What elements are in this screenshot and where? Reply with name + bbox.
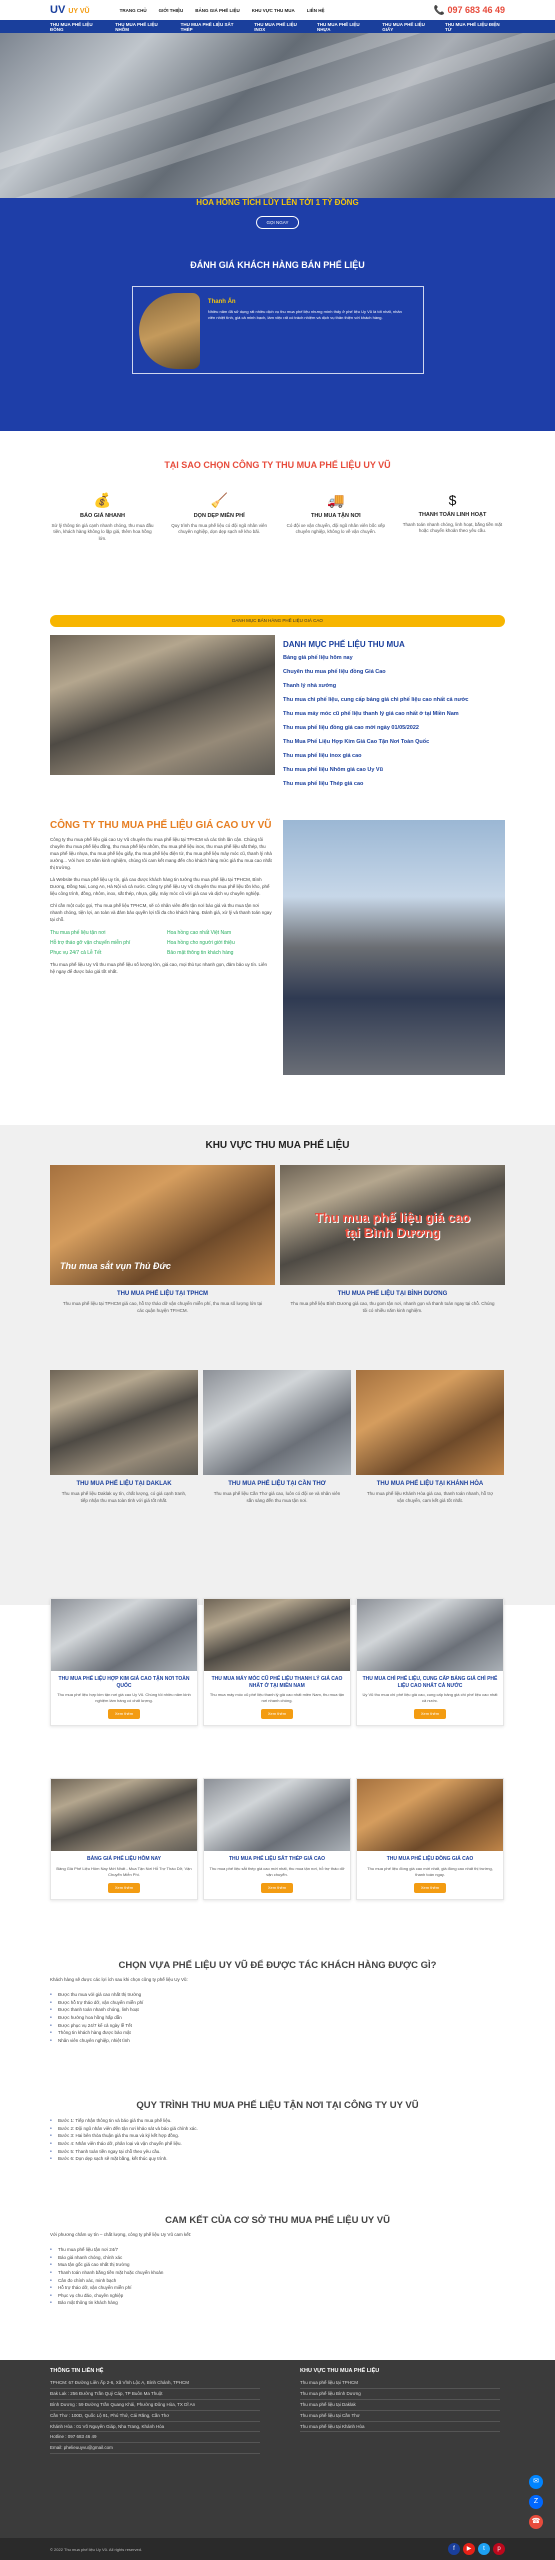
- header-phone[interactable]: 📞 097 683 46 49: [433, 4, 505, 15]
- area-title: THU MUA PHẾ LIỆU TẠI BÌNH DƯƠNG: [337, 1291, 448, 1297]
- post-card[interactable]: [203, 1778, 351, 1900]
- footer-address: Đak Lak : 256 Đường Trần Quý Cáp, TP Buôn Ma Thuột: [50, 2389, 260, 2400]
- post-card[interactable]: [50, 1778, 198, 1900]
- post-text: Thu mua phế liệu hợp kim tận nơi giá cao Uy Vũ. Chúng tôi nhiều năm kinh nghiệm làm hàng có chất lượng.: [57, 1692, 191, 1703]
- post-card[interactable]: [356, 1778, 504, 1900]
- company-paragraph: Thu mua phế liệu Uy Vũ thu mua phế liệu số lượng lớn, giá cao, mọi thủ tục nhanh gọn, đảm bảo uy tín. Liên hệ ngay để được báo giá tốt nhất.: [50, 961, 268, 974]
- catalog-bar-wrap: [0, 615, 555, 627]
- footer-contact: [50, 2360, 260, 2454]
- catalog-bar[interactable]: DANH MỤC BÁN HÀNG PHẾ LIỆU GIÁ CAO: [50, 615, 505, 627]
- area-card-khanhhoa[interactable]: [356, 1370, 504, 1505]
- process-section: [0, 2100, 555, 2163]
- messenger-icon[interactable]: ✉: [529, 2475, 543, 2489]
- facebook-icon[interactable]: f: [448, 2543, 460, 2555]
- money-icon: 💰: [93, 492, 112, 508]
- pinterest-icon[interactable]: p: [493, 2543, 505, 2555]
- feature-onsite: [283, 492, 388, 542]
- area-title: THU MUA PHẾ LIỆU TẠI TPHCM: [116, 1291, 209, 1297]
- main-nav: [120, 8, 434, 13]
- commit-item: ● Cân đo chính xác, minh bạch: [50, 2277, 505, 2285]
- phone-call-icon[interactable]: ☎: [529, 2515, 543, 2529]
- post-title: THU MUA MÁY MÓC CŨ PHẾ LIỆU THANH LÝ GIÁ CAO NHẤT Ở TẠI MIỀN NAM: [211, 1676, 343, 1689]
- footer-areas: [300, 2360, 500, 2454]
- cat-electronic[interactable]: THU MUA PHẾ LIỆU ĐIỆN TỬ: [445, 21, 500, 32]
- feature-cleanup: [167, 492, 272, 542]
- check-item: Thu mua phế liệu tận nơi: [50, 929, 106, 936]
- catalog-link[interactable]: Thu mua phế liệu Thép giá cao: [283, 781, 364, 787]
- area-text: Thu mua phế liệu Cần Thơ giá cao, luôn có đội xe và nhân viên sẵn sàng đến thu mua tận nơi.: [213, 1491, 341, 1503]
- footer-address: Bình Dương : 59 Đường Trần Quang Khải, Phường Đông Hòa, TX Dĩ An: [50, 2400, 260, 2411]
- footer-link[interactable]: Thu mua phế liệu tại Khánh Hòa: [300, 2422, 500, 2433]
- area-card-binhduong[interactable]: [280, 1165, 505, 1315]
- nav-pricing[interactable]: BẢNG GIÁ PHẾ LIỆU: [195, 7, 240, 13]
- clean-icon: 🧹: [210, 492, 228, 508]
- worker-image: [283, 820, 505, 1075]
- why-title: TẠI SAO CHỌN CÔNG TY THU MUA PHẾ LIỆU UY VŨ: [164, 460, 391, 470]
- read-more-button[interactable]: Xem thêm: [261, 1883, 293, 1893]
- commit-title: CAM KẾT CỦA CƠ SỞ THU MUA PHẾ LIỆU UY VŨ: [165, 2215, 390, 2226]
- catalog-title: DANH MỤC PHẾ LIỆU THU MUA: [283, 640, 405, 649]
- benefits-section: [0, 1960, 555, 2044]
- benefit-item: ● Nhân viên chuyên nghiệp, nhiệt tình: [50, 2037, 505, 2045]
- benefits-intro: Khách hàng sẽ được các lợi ích sau khi chọn công ty phế liệu Uy Vũ:: [50, 1977, 188, 1982]
- nav-about[interactable]: GIỚI THIỆU: [158, 7, 184, 13]
- footer-heading: KHU VỰC THU MUA PHẾ LIỆU: [300, 2368, 380, 2374]
- post-card[interactable]: [50, 1598, 198, 1726]
- benefit-item: ● Được phục vụ 24/7 kể cả ngày lễ Tết: [50, 2022, 505, 2030]
- area-text: Thu mua phế liệu Bình Dương giá cao, thu gom tận nơi, nhanh gọn và thanh toán ngay tại chỗ. Chúng tôi có nhiều năm kinh nghiệm.: [290, 1301, 495, 1313]
- feature-title: BÁO GIÁ NHANH: [80, 513, 125, 519]
- commit-item: ● Thanh toán nhanh bằng tiền mặt hoặc chuyển khoản: [50, 2269, 505, 2277]
- catalog-link[interactable]: Thu mua phế liệu Nhôm giá cao Uy Vũ: [283, 767, 383, 773]
- footer-heading: THÔNG TIN LIÊN HỆ: [50, 2368, 104, 2374]
- read-more-button[interactable]: Xem thêm: [108, 1709, 140, 1719]
- feature-payment: [400, 492, 505, 542]
- catalog-link[interactable]: Thu mua phế liệu đồng giá cao mới ngày 01/05/2022: [283, 725, 419, 731]
- review-text: Nhiều năm đã sử dụng rất nhiều dịch vụ thu mua phế liệu nhưng mình thấy ở phế liệu Uy Vũ là tốt nhất, nhân viên nhiệt tình, giá cả minh bạch, làm việc rất có trách nhiệm và dịch vụ thân thiện với khách hàng.: [207, 309, 402, 320]
- cat-copper[interactable]: THU MUA PHẾ LIỆU ĐỒNG: [50, 21, 93, 32]
- benefit-item: ● Được thu mua với giá cao nhất thị trường: [50, 1991, 505, 1999]
- catalog-link[interactable]: Bảng giá phế liệu hôm nay: [283, 655, 353, 661]
- catalog-list: [283, 640, 505, 795]
- twitter-icon[interactable]: t: [478, 2543, 490, 2555]
- commit-section: [0, 2215, 555, 2307]
- feature-text: Sử lý thông tin giá cạnh nhanh chóng, thu mua đầu tiên, khách hàng không lo lặp giá, thêm hoa hồng lớn.: [51, 523, 154, 541]
- benefit-checklist: [50, 930, 272, 956]
- cat-paper[interactable]: THU MUA PHẾ LIỆU GIẤY: [382, 21, 425, 32]
- review-title: ĐÁNH GIÁ KHÁCH HÀNG BÁN PHẾ LIỆU: [190, 260, 365, 270]
- check-item: Hoa hồng cao nhất Việt Nam: [167, 929, 232, 936]
- footer-hotline[interactable]: Hotline : 097 683 46 49: [50, 2432, 260, 2443]
- read-more-button[interactable]: Xem thêm: [414, 1883, 446, 1893]
- read-more-button[interactable]: Xem thêm: [108, 1883, 140, 1893]
- benefits-title: CHỌN VỰA PHẾ LIỆU UY VŨ ĐỂ ĐƯỢC TÁC KHÁCH HÀNG ĐƯỢC GÌ?: [118, 1960, 437, 1971]
- post-text: Uy Vũ thu mua chì phế liệu giá cao, cung cấp bảng giá chì phế liệu cao nhất cả nước.: [362, 1692, 498, 1703]
- commit-item: ● Hỗ trợ tháo dỡ, vận chuyển miễn phí: [50, 2284, 505, 2292]
- commit-item: ● Báo giá nhanh chóng, chính xác: [50, 2254, 505, 2262]
- post-title: THU MUA PHẾ LIỆU ĐỒNG GIÁ CAO: [386, 1856, 474, 1862]
- area-title: THU MUA PHẾ LIỆU TẠI KHÁNH HÒA: [376, 1481, 484, 1487]
- feature-title: DỌN DẸP MIỄN PHÍ: [193, 513, 245, 519]
- check-item: Hỗ trợ tháo gỡ vận chuyển miễn phí: [50, 939, 131, 946]
- cat-aluminum[interactable]: THU MUA PHẾ LIỆU NHÔM: [115, 21, 158, 32]
- process-step: ● Bước 3: Hai bên thỏa thuận giá thu mua và ký kết hợp đồng.: [50, 2132, 505, 2140]
- benefit-item: ● Được hỗ trợ tháo dỡ, vận chuyển miễn phí: [50, 1999, 505, 2007]
- check-item: Hoa hồng cho người giới thiệu: [167, 939, 235, 946]
- area-text: Thu mua phế liệu Khánh Hòa giá cao, thanh toán nhanh, hỗ trợ vận chuyển, cam kết giá tốt nhất.: [366, 1491, 494, 1503]
- area-card-hcm[interactable]: [50, 1165, 275, 1315]
- zalo-icon[interactable]: Z: [529, 2495, 543, 2509]
- why-section: [0, 460, 555, 542]
- process-step: ● Bước 2: Đội ngũ nhân viên đến tận nơi khảo sát và báo giá chính xác.: [50, 2125, 505, 2133]
- company-paragraph: Công ty thu mua phế liệu giá cao Uy Vũ chuyên thu mua phế liệu tại TPHCM và các tỉnh lân cận. Chúng tôi chuyên thu mua phế liệu đồng, thu mua phế liệu nhôm, thu mua phế liệu inox, thu mua phế liệu sắt thép, thu mua phế liệu nhựa, thu mua phế liệu giấy, thu mua phế liệu điện tử, thu mua phế liệu máy móc cũ, thanh lý nhà xưởng... Với hơn 10 năm kinh nghiệm, chúng tôi cam kết mang đến cho khách hàng mức giá thu mua cao nhất thị trường.: [50, 837, 272, 870]
- commit-item: ● Bảo mật thông tin khách hàng: [50, 2299, 505, 2307]
- commit-intro: Với phương châm uy tín – chất lượng, công ty phế liệu Uy Vũ cam kết:: [50, 2232, 192, 2237]
- footer-address: Khánh Hòa : 01 Võ Nguyên Giáp, Nha Trang, Khánh Hòa: [50, 2422, 260, 2433]
- areas-section: [0, 1125, 555, 1605]
- read-more-button[interactable]: Xem thêm: [414, 1709, 446, 1719]
- top-header: [0, 0, 555, 20]
- area-caption: Thu mua sắt vụn Thủ Đức: [60, 1261, 171, 1271]
- benefit-item: ● Được thanh toán nhanh chóng, linh hoạt: [50, 2006, 505, 2014]
- review-section: [0, 198, 555, 431]
- commit-item: ● Phục vụ chu đáo, chuyên nghiệp: [50, 2292, 505, 2300]
- area-card-daklak[interactable]: [50, 1370, 198, 1505]
- footer-address: TPHCM: 67 Đường Liên Ấp 2-6, Xã Vĩnh Lộc A, Bình Chánh, TPHCM: [50, 2378, 260, 2389]
- feature-title: THANH TOÁN LINH HOẠT: [418, 512, 487, 518]
- feature-quote: [50, 492, 155, 542]
- check-item: Bảo mật thông tin khách hàng: [167, 949, 234, 956]
- benefit-item: ● Được hưởng hoa hồng hấp dẫn: [50, 2014, 505, 2022]
- catalog-link[interactable]: Thu Mua Phế Liệu Hợp Kim Giá Cao Tận Nơi Toàn Quốc: [283, 739, 430, 745]
- post-title: THU MUA PHẾ LIỆU HỢP KIM GIÁ CAO TẬN NƠI TOÀN QUỐC: [58, 1676, 190, 1689]
- area-text: Thu mua phế liệu tại TPHCM giá cao, hỗ trợ tháo dỡ vận chuyển miễn phí, thu mua số lượng lớn tại các quận huyện TP.HCM.: [62, 1301, 263, 1313]
- benefit-item: ● Thông tin khách hàng được bảo mật: [50, 2029, 505, 2037]
- process-step: ● Bước 1: Tiếp nhận thông tin và báo giá thu mua phế liệu.: [50, 2117, 505, 2125]
- footer-link[interactable]: Thu mua phế liệu tại Daklak: [300, 2400, 500, 2411]
- post-text: Thu mua phế liệu đồng giá cao mới nhất, giá đồng cao nhất thị trường, thanh toán ngay.: [367, 1865, 493, 1877]
- company-paragraph: Là Website thu mua phế liệu uy tín, giá cao được khách hàng tin tưởng thu mua phế liệu tại TPHCM, Bình Dương, Đồng Nai, Long An, Hà Nội và cả nước. Công ty phế liệu Uy Vũ chuyên thu mua phế liệu tồn kho, phế liệu công trình, đồng, nhôm, inox, sắt thép, nhựa, giấy, máy móc cũ với giá cao và dịch vụ chuyên nghiệp.: [50, 876, 270, 896]
- footer-link[interactable]: Thu mua phế liệu tại Cần Thơ: [300, 2411, 500, 2422]
- truck-icon: 🚚: [327, 492, 345, 508]
- review-card: [132, 286, 424, 374]
- social-links: [448, 2543, 505, 2555]
- cat-steel[interactable]: THU MUA PHẾ LIỆU SẮT THÉP: [180, 21, 234, 32]
- catalog-image: [50, 635, 275, 775]
- catalog-link[interactable]: Thanh lý nhà xưởng: [283, 683, 337, 689]
- process-step: ● Bước 6: Dọn dẹp sạch sẽ mặt bằng, kết thúc quy trình.: [50, 2155, 505, 2163]
- post-text: Bảng Giá Phế Liệu Hôm Nay Mới Nhất - Mua Tận Nơi Hỗ Trợ Tháo Dỡ, Vận Chuyển Miễn Phí.: [56, 1865, 192, 1877]
- area-title: THU MUA PHẾ LIỆU TẠI DAKLAK: [76, 1481, 172, 1487]
- cat-plastic[interactable]: THU MUA PHẾ LIỆU NHỰA: [317, 21, 360, 32]
- process-step: ● Bước 4: Nhân viên tháo dỡ, phân loại và vận chuyển phế liệu.: [50, 2140, 505, 2148]
- feature-text: Thanh toán nhanh chóng, linh hoạt, bằng tiền mặt hoặc chuyển khoản theo yêu cầu.: [402, 522, 503, 534]
- post-title: THU MUA CHÌ PHẾ LIỆU, CUNG CẤP BẢNG GIÁ CHÌ PHẾ LIỆU CAO NHẤT CẢ NƯỚC: [362, 1676, 498, 1689]
- feature-text: Có đội xe vận chuyển, đội ngũ nhân viên bốc xếp chuyên nghiệp, không lo về vận chuyển.: [286, 523, 385, 535]
- youtube-icon[interactable]: ▶: [463, 2543, 475, 2555]
- post-card[interactable]: [356, 1598, 504, 1726]
- logo[interactable]: UV UY VŨ: [50, 4, 90, 16]
- hero-slogan: HOA HỒNG TÍCH LŨY LÊN TỚI 1 TỶ ĐỒNG: [196, 198, 359, 207]
- footer-bottom: [0, 2538, 555, 2560]
- company-section: [50, 820, 272, 981]
- process-step: ● Bước 5: Thanh toán tiền ngay tại chỗ theo yêu cầu.: [50, 2148, 505, 2156]
- catalog-link[interactable]: Thu mua máy móc cũ phế liệu thanh lý giá cao nhất ở tại Miền Nam: [283, 711, 459, 717]
- post-text: Thu mua máy móc cũ phế liệu thanh lý giá cao nhất miền Nam, thu mua tận nơi nhanh chóng.: [209, 1692, 345, 1703]
- footer: [0, 2360, 555, 2560]
- reviewer-name: Thanh Ấn: [207, 299, 236, 305]
- post-card[interactable]: [203, 1598, 351, 1726]
- footer-link[interactable]: Thu mua phế liệu Bình Dương: [300, 2389, 500, 2400]
- areas-title: KHU VỰC THU MUA PHẾ LIỆU: [205, 1140, 350, 1151]
- review-image: [139, 293, 200, 369]
- nav-contact[interactable]: LIÊN HỆ: [306, 7, 325, 13]
- copyright: © 2022 Thu mua phế liệu Uy Vũ. All rights reserved.: [50, 2546, 143, 2552]
- process-title: QUY TRÌNH THU MUA PHẾ LIỆU TẬN NƠI TẠI CÔNG TY UY VŨ: [136, 2100, 419, 2111]
- read-more-button[interactable]: Xem thêm: [261, 1709, 293, 1719]
- category-nav: [0, 20, 555, 33]
- commit-item: ● Mua tận gốc giá cao nhất thị trường: [50, 2261, 505, 2269]
- nav-areas[interactable]: KHU VỰC THU MUA: [251, 7, 295, 13]
- catalog-link[interactable]: Thu mua chì phế liệu, cung cấp bảng giá chì phế liệu cao nhất cả nước: [283, 697, 469, 703]
- post-text: Thu mua phế liệu sắt thép giá cao mới nhất, thu mua tận nơi, hỗ trợ tháo dỡ vận chuyển.: [209, 1865, 345, 1877]
- post-title: THU MUA PHẾ LIỆU SẮT THÉP GIÁ CAO: [228, 1856, 326, 1862]
- post-title: BẢNG GIÁ PHẾ LIỆU HÔM NAY: [87, 1856, 161, 1862]
- catalog-link[interactable]: Thu mua phế liệu inox giá cao: [283, 753, 362, 759]
- footer-link[interactable]: Thu mua phế liệu tại TPHCM: [300, 2378, 500, 2389]
- area-text: Thu mua phế liệu Daklak uy tín, chất lượng, có giá cạnh tranh, tiếp nhận thu mua toàn tỉnh với giá tốt nhất.: [61, 1491, 187, 1503]
- dollar-icon: $: [448, 492, 457, 508]
- call-now-button[interactable]: GỌI NGAY: [256, 216, 300, 229]
- footer-email[interactable]: Email: phelieuuyvu@gmail.com: [50, 2443, 260, 2454]
- feature-title: THU MUA TẬN NƠI: [310, 513, 361, 519]
- company-title: CÔNG TY THU MUA PHẾ LIỆU GIÁ CAO UY VŨ: [50, 820, 272, 831]
- area-card-cantho[interactable]: [203, 1370, 351, 1505]
- catalog-link[interactable]: Chuyên thu mua phế liệu đồng Giá Cao: [283, 669, 386, 675]
- nav-home[interactable]: TRANG CHỦ: [119, 7, 147, 13]
- commit-item: ● Thu mua phế liệu tận nơi 24/7: [50, 2246, 505, 2254]
- footer-address: Cần Thơ : 100D, Quốc Lộ 91, Phú Thứ, Cái Răng, Cần Thơ: [50, 2411, 260, 2422]
- company-paragraph: Chỉ cần một cuộc gọi, Thu mua phế liệu TPHCM, sẽ có nhân viên đến tận nơi báo giá và thu mua tận nơi nhanh chóng, tiện lợi, an toàn và đảm bảo quyền lợi tối đa cho khách hàng. Đánh giá, xử lý và thanh toán ngay tại chỗ.: [50, 902, 272, 922]
- check-item: Phục vụ 24/7 cả Lễ Tết: [50, 949, 102, 956]
- area-banner: Thu mua phế liệu giá cao tại Bình Dương: [314, 1210, 471, 1240]
- cat-inox[interactable]: THU MUA PHẾ LIỆU INOX: [254, 21, 297, 32]
- area-title: THU MUA PHẾ LIỆU TẠI CẦN THƠ: [228, 1481, 326, 1487]
- feature-text: Quy trình thu mua phế liệu có đội ngũ nhân viên chuyên nghiệp, dọn dẹp sạch sẽ kho bãi.: [171, 523, 268, 535]
